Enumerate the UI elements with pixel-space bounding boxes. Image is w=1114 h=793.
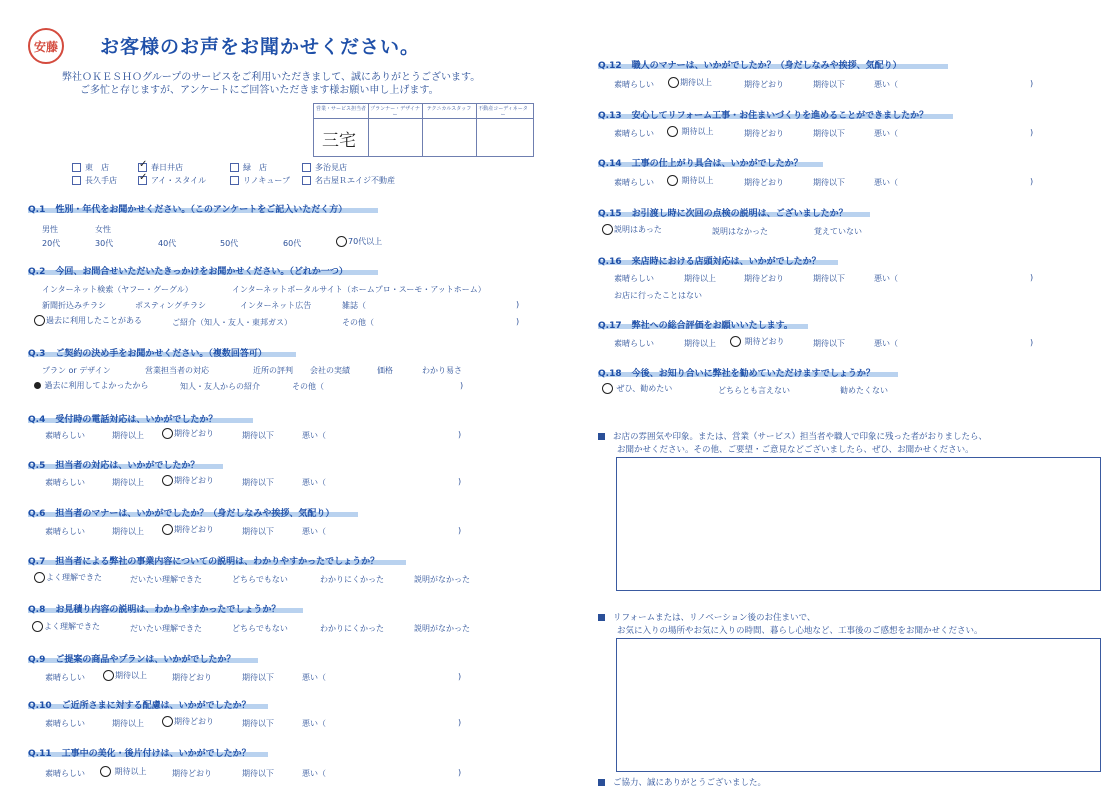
option-selected[interactable]: 期待どおり (162, 428, 214, 439)
question-q6: Q.6 担当者のマナーは、いかがでしたか？（身だしなみや挨拶、気配り） (28, 509, 335, 519)
option[interactable]: だいたい理解できた (130, 575, 202, 584)
intro-line-2: ご多忙と存じますが、アンケートにご回答いただきます様お願い申し上げます。 (80, 85, 439, 96)
question-q11: Q.11 工事中の美化・後片付けは、いかがでしたか？ (28, 749, 251, 759)
option[interactable]: 50代 (220, 239, 239, 248)
option[interactable]: 20代 (42, 239, 61, 248)
option-selected[interactable]: 期待以上 (667, 126, 714, 137)
option-selected[interactable]: 期待どおり (162, 524, 214, 535)
store-option[interactable]: 緑 店 (230, 162, 267, 173)
option[interactable]: 悪い（ (302, 478, 326, 487)
option[interactable]: 期待どおり (744, 80, 784, 89)
option-selected[interactable]: 期待以上 (668, 77, 712, 88)
option[interactable]: 悪い（ (302, 431, 326, 440)
question-q8: Q.8 お見積り内容の説明は、わかりやすかったでしょうか？ (28, 605, 281, 615)
staff-table (313, 103, 534, 157)
option-selected[interactable]: 期待以上 (667, 175, 714, 186)
option[interactable]: 覚えていない (814, 227, 862, 236)
option-selected[interactable]: 期待どおり (162, 475, 214, 486)
store-option[interactable]: 名古屋Ｒエイジ不動産 (302, 175, 395, 186)
square-bullet-icon (598, 779, 605, 786)
option[interactable]: ポスティングチラシ (135, 301, 207, 310)
option[interactable]: 期待以上 (112, 527, 144, 536)
option[interactable]: 期待以下 (242, 673, 274, 682)
question-q7: Q.7 担当者による弊社の事業内容についての説明は、わかりやすかったでしょうか？ (28, 557, 380, 567)
circle-mark-icon (336, 236, 347, 247)
option[interactable]: 期待以上 (112, 431, 144, 440)
option[interactable]: 素晴らしい (614, 129, 654, 138)
store-option[interactable]: 多治見店 (302, 162, 347, 173)
checkbox[interactable] (302, 176, 311, 185)
circle-mark-icon (602, 224, 613, 235)
option[interactable]: 素晴らしい (45, 527, 85, 536)
option[interactable]: ご紹介（知人・友人・東邦ガス） (172, 318, 292, 327)
circle-mark-icon (668, 77, 679, 88)
option[interactable]: 期待以下 (813, 129, 845, 138)
checkbox-checked[interactable] (138, 163, 147, 172)
comment2-prompt: リフォームまたは、リノベーション後のお住まいで、 (598, 611, 815, 623)
option[interactable]: 素晴らしい (45, 769, 85, 778)
paren-close: ) (1030, 128, 1034, 137)
question-q10: Q.10 ご近所さまに対する配慮は、いかがでしたか？ (28, 701, 251, 711)
question-q17: Q.17 弊社への総合評価をお願いいたします。 (598, 321, 793, 331)
option[interactable]: わかりにくかった (320, 624, 384, 633)
option-selected[interactable]: 過去に利用したことがある (34, 315, 142, 326)
option[interactable]: 期待以下 (242, 719, 274, 728)
intro-line-1: 弊社ＯＫＥＳＨＯグループのサービスをご利用いただきまして、誠にありがとうございます。 (62, 72, 481, 83)
store-option[interactable]: ✓ 春日井店 (138, 162, 183, 173)
option[interactable]: 営業担当者の対応 (145, 366, 209, 375)
comment1-prompt-2: お聞かせください。その他、ご要望・ご意見などございましたら、ぜひ、お聞かせください。 (617, 445, 974, 455)
option[interactable]: その他（ (342, 318, 374, 327)
paren-close: ) (458, 768, 462, 777)
option[interactable]: 勧めたくない (840, 386, 888, 395)
staff-header-planner: プランナー・デザイナー (370, 106, 420, 118)
option[interactable]: 悪い（ (874, 80, 898, 89)
staff-name-handwritten[interactable]: 三宅 (322, 131, 356, 151)
option[interactable]: 素晴らしい (614, 80, 654, 89)
option[interactable]: 期待以上 (684, 274, 716, 283)
option[interactable]: 素晴らしい (45, 673, 85, 682)
option[interactable]: 期待以下 (242, 431, 274, 440)
paren-close: ) (460, 381, 464, 390)
dot-mark-icon (34, 382, 41, 389)
circle-mark-icon (667, 126, 678, 137)
checkbox[interactable] (72, 176, 81, 185)
option[interactable]: 期待どおり (172, 673, 212, 682)
question-q18: Q.18 今後、お知り合いに弊社を勧めていただけますでしょうか？ (598, 369, 875, 379)
paren-close: ) (1030, 79, 1034, 88)
question-q4: Q.4 受付時の電話対応は、いかがでしたか？ (28, 415, 218, 425)
option[interactable]: 悪い（ (302, 673, 326, 682)
option[interactable]: だいたい理解できた (130, 624, 202, 633)
circle-mark-icon (162, 524, 173, 535)
option[interactable]: 会社の実績 (310, 366, 350, 375)
option-selected[interactable]: よく理解できた (32, 621, 100, 632)
seal-stamp: 安藤 (28, 28, 64, 64)
question-q2: Q.2 今回、お問合せいただいたきっかけをお聞かせください。（どれか一つ） (28, 267, 348, 277)
option[interactable]: 男性 (42, 225, 58, 234)
checkbox[interactable] (302, 163, 311, 172)
option-selected[interactable]: 期待以上 (100, 766, 147, 777)
checkbox[interactable] (230, 163, 239, 172)
paren-close: ) (1030, 338, 1034, 347)
option-selected[interactable]: 期待以上 (103, 670, 147, 681)
option[interactable]: 悪い（ (302, 527, 326, 536)
question-q16: Q.16 来店時における店頭対応は、いかがでしたか？ (598, 257, 821, 267)
question-q13: Q.13 安心してリフォーム工事・お住まいづくりを進めることができましたか？ (598, 111, 929, 121)
comment2-textarea[interactable] (616, 638, 1101, 772)
circle-mark-icon (602, 383, 613, 394)
paren-close: ) (458, 477, 462, 486)
option-selected[interactable]: 期待どおり (162, 716, 214, 727)
option[interactable]: 期待どおり (744, 129, 784, 138)
option[interactable]: 期待以上 (684, 339, 716, 348)
option[interactable]: 40代 (158, 239, 177, 248)
circle-mark-icon (667, 175, 678, 186)
option[interactable]: 30代 (95, 239, 114, 248)
option-selected[interactable]: 説明はあった (602, 224, 662, 235)
question-q9: Q.9 ご提案の商品やプランは、いかがでしたか？ (28, 655, 236, 665)
option[interactable]: 60代 (283, 239, 302, 248)
page-title: お客様のお声をお聞かせください。 (100, 36, 421, 58)
option[interactable]: 悪い（ (874, 339, 898, 348)
question-q5: Q.5 担当者の対応は、いかがでしたか？ (28, 461, 200, 471)
checkbox[interactable] (72, 163, 81, 172)
option[interactable]: 説明がなかった (414, 575, 470, 584)
store-option[interactable]: 東 店 (72, 162, 109, 173)
option[interactable]: インターネット検索（ヤフー・グーグル） (42, 285, 193, 294)
thanks-note: ご協力、誠にありがとうございました。 (598, 776, 766, 788)
option[interactable]: 近所の評判 (253, 366, 293, 375)
option[interactable]: 期待以下 (813, 178, 845, 187)
option[interactable]: 知人・友人からの紹介 (180, 382, 260, 391)
option[interactable]: 新聞折込みチラシ (42, 301, 106, 310)
question-q14: Q.14 工事の仕上がり具合は、いかがでしたか？ (598, 159, 803, 169)
option-selected[interactable]: よく理解できた (34, 572, 102, 583)
option[interactable]: 期待以下 (242, 769, 274, 778)
option[interactable]: プラン or デザイン (42, 366, 111, 375)
option[interactable]: お店に行ったことはない (614, 291, 702, 300)
option[interactable]: 期待以下 (813, 339, 845, 348)
circle-mark-icon (730, 336, 741, 347)
option[interactable]: 期待どおり (172, 769, 212, 778)
paren-close: ) (1030, 177, 1034, 186)
option[interactable]: 期待以上 (112, 478, 144, 487)
staff-header-technical: テクニカルスタッフ (426, 106, 472, 112)
paren-close: ) (458, 430, 462, 439)
option-selected[interactable]: 70代以上 (336, 236, 382, 247)
option[interactable]: 悪い（ (302, 769, 326, 778)
store-option[interactable]: ✓ アイ・スタイル (138, 175, 206, 186)
staff-header-realestate: 不動産コーディネーター (478, 106, 528, 118)
option[interactable]: 素晴らしい (614, 178, 654, 187)
circle-mark-icon (34, 315, 45, 326)
square-bullet-icon (598, 614, 605, 621)
option[interactable]: 素晴らしい (45, 719, 85, 728)
option[interactable]: その他（ (292, 382, 324, 391)
option[interactable]: どちらでもない (232, 624, 288, 633)
circle-mark-icon (162, 428, 173, 439)
option[interactable]: わかり易さ (422, 366, 462, 375)
option[interactable]: 女性 (95, 225, 111, 234)
option[interactable]: インターネットポータルサイト（ホームプロ・スーモ・アットホーム） (232, 285, 486, 294)
question-q3: Q.3 ご契約の決め手をお聞かせください。（複数回答可） (28, 349, 267, 359)
option[interactable]: 期待以下 (813, 80, 845, 89)
option[interactable]: 説明はなかった (712, 227, 768, 236)
circle-mark-icon (103, 670, 114, 681)
option[interactable]: 悪い（ (874, 274, 898, 283)
question-q1: Q.1 性別・年代をお聞かせください。（このアンケートをご記入いただく方） (28, 205, 348, 215)
option[interactable]: 悪い（ (874, 178, 898, 187)
option[interactable]: 期待以下 (813, 274, 845, 283)
question-q15: Q.15 お引渡し時に次回の点検の説明は、ございましたか？ (598, 209, 848, 219)
option[interactable]: インターネット広告 (240, 301, 312, 310)
comment2-prompt-2: お気に入りの場所やお気に入りの時間、暮らし心地など、工事後のご感想をお聞かせください。 (617, 626, 983, 636)
staff-header-sales: 営業・サービス担当者 (315, 106, 366, 112)
option[interactable]: わかりにくかった (320, 575, 384, 584)
question-q12: Q.12 職人のマナーは、いかがでしたか？（身だしなみや挨拶、気配り） (598, 61, 902, 71)
option-selected[interactable]: 過去に利用してよかったから (34, 380, 149, 391)
paren-close: ) (516, 317, 520, 326)
store-option[interactable]: 長久手店 (72, 175, 117, 186)
option-selected[interactable]: ぜひ、勧めたい (602, 383, 672, 394)
checkbox[interactable] (230, 176, 239, 185)
circle-mark-icon (162, 716, 173, 727)
paren-close: ) (1030, 273, 1034, 282)
circle-mark-icon (100, 766, 111, 777)
option[interactable]: 素晴らしい (614, 339, 654, 348)
option[interactable]: 説明がなかった (414, 624, 470, 633)
comment1-textarea[interactable] (616, 457, 1101, 591)
comment1-prompt: お店の雰囲気や印象。または、営業（サービス）担当者や職人で印象に残った者がおりましたら、 (598, 430, 987, 442)
square-bullet-icon (598, 433, 605, 440)
paren-close: ) (458, 526, 462, 535)
option[interactable]: 雑誌（ (342, 301, 366, 310)
option[interactable]: 悪い（ (874, 129, 898, 138)
option[interactable]: 期待以下 (242, 527, 274, 536)
option[interactable]: 期待以下 (242, 478, 274, 487)
option[interactable]: 期待どおり (744, 178, 784, 187)
option[interactable]: 価格 (377, 366, 393, 375)
option[interactable]: どちらとも言えない (718, 386, 790, 395)
circle-mark-icon (162, 475, 173, 486)
checkbox-checked[interactable] (138, 176, 147, 185)
circle-mark-icon (32, 621, 43, 632)
option[interactable]: 期待以上 (112, 719, 144, 728)
option[interactable]: 素晴らしい (45, 478, 85, 487)
circle-mark-icon (34, 572, 45, 583)
option[interactable]: 期待どおり (744, 274, 784, 283)
option[interactable]: 悪い（ (302, 719, 326, 728)
paren-close: ) (516, 300, 520, 309)
option[interactable]: 素晴らしい (45, 431, 85, 440)
paren-close: ) (458, 718, 462, 727)
option[interactable]: どちらでもない (232, 575, 288, 584)
paren-close: ) (458, 672, 462, 681)
option-selected[interactable]: 期待どおり (730, 336, 785, 347)
option[interactable]: 素晴らしい (614, 274, 654, 283)
store-option[interactable]: リノキューブ (230, 175, 290, 186)
